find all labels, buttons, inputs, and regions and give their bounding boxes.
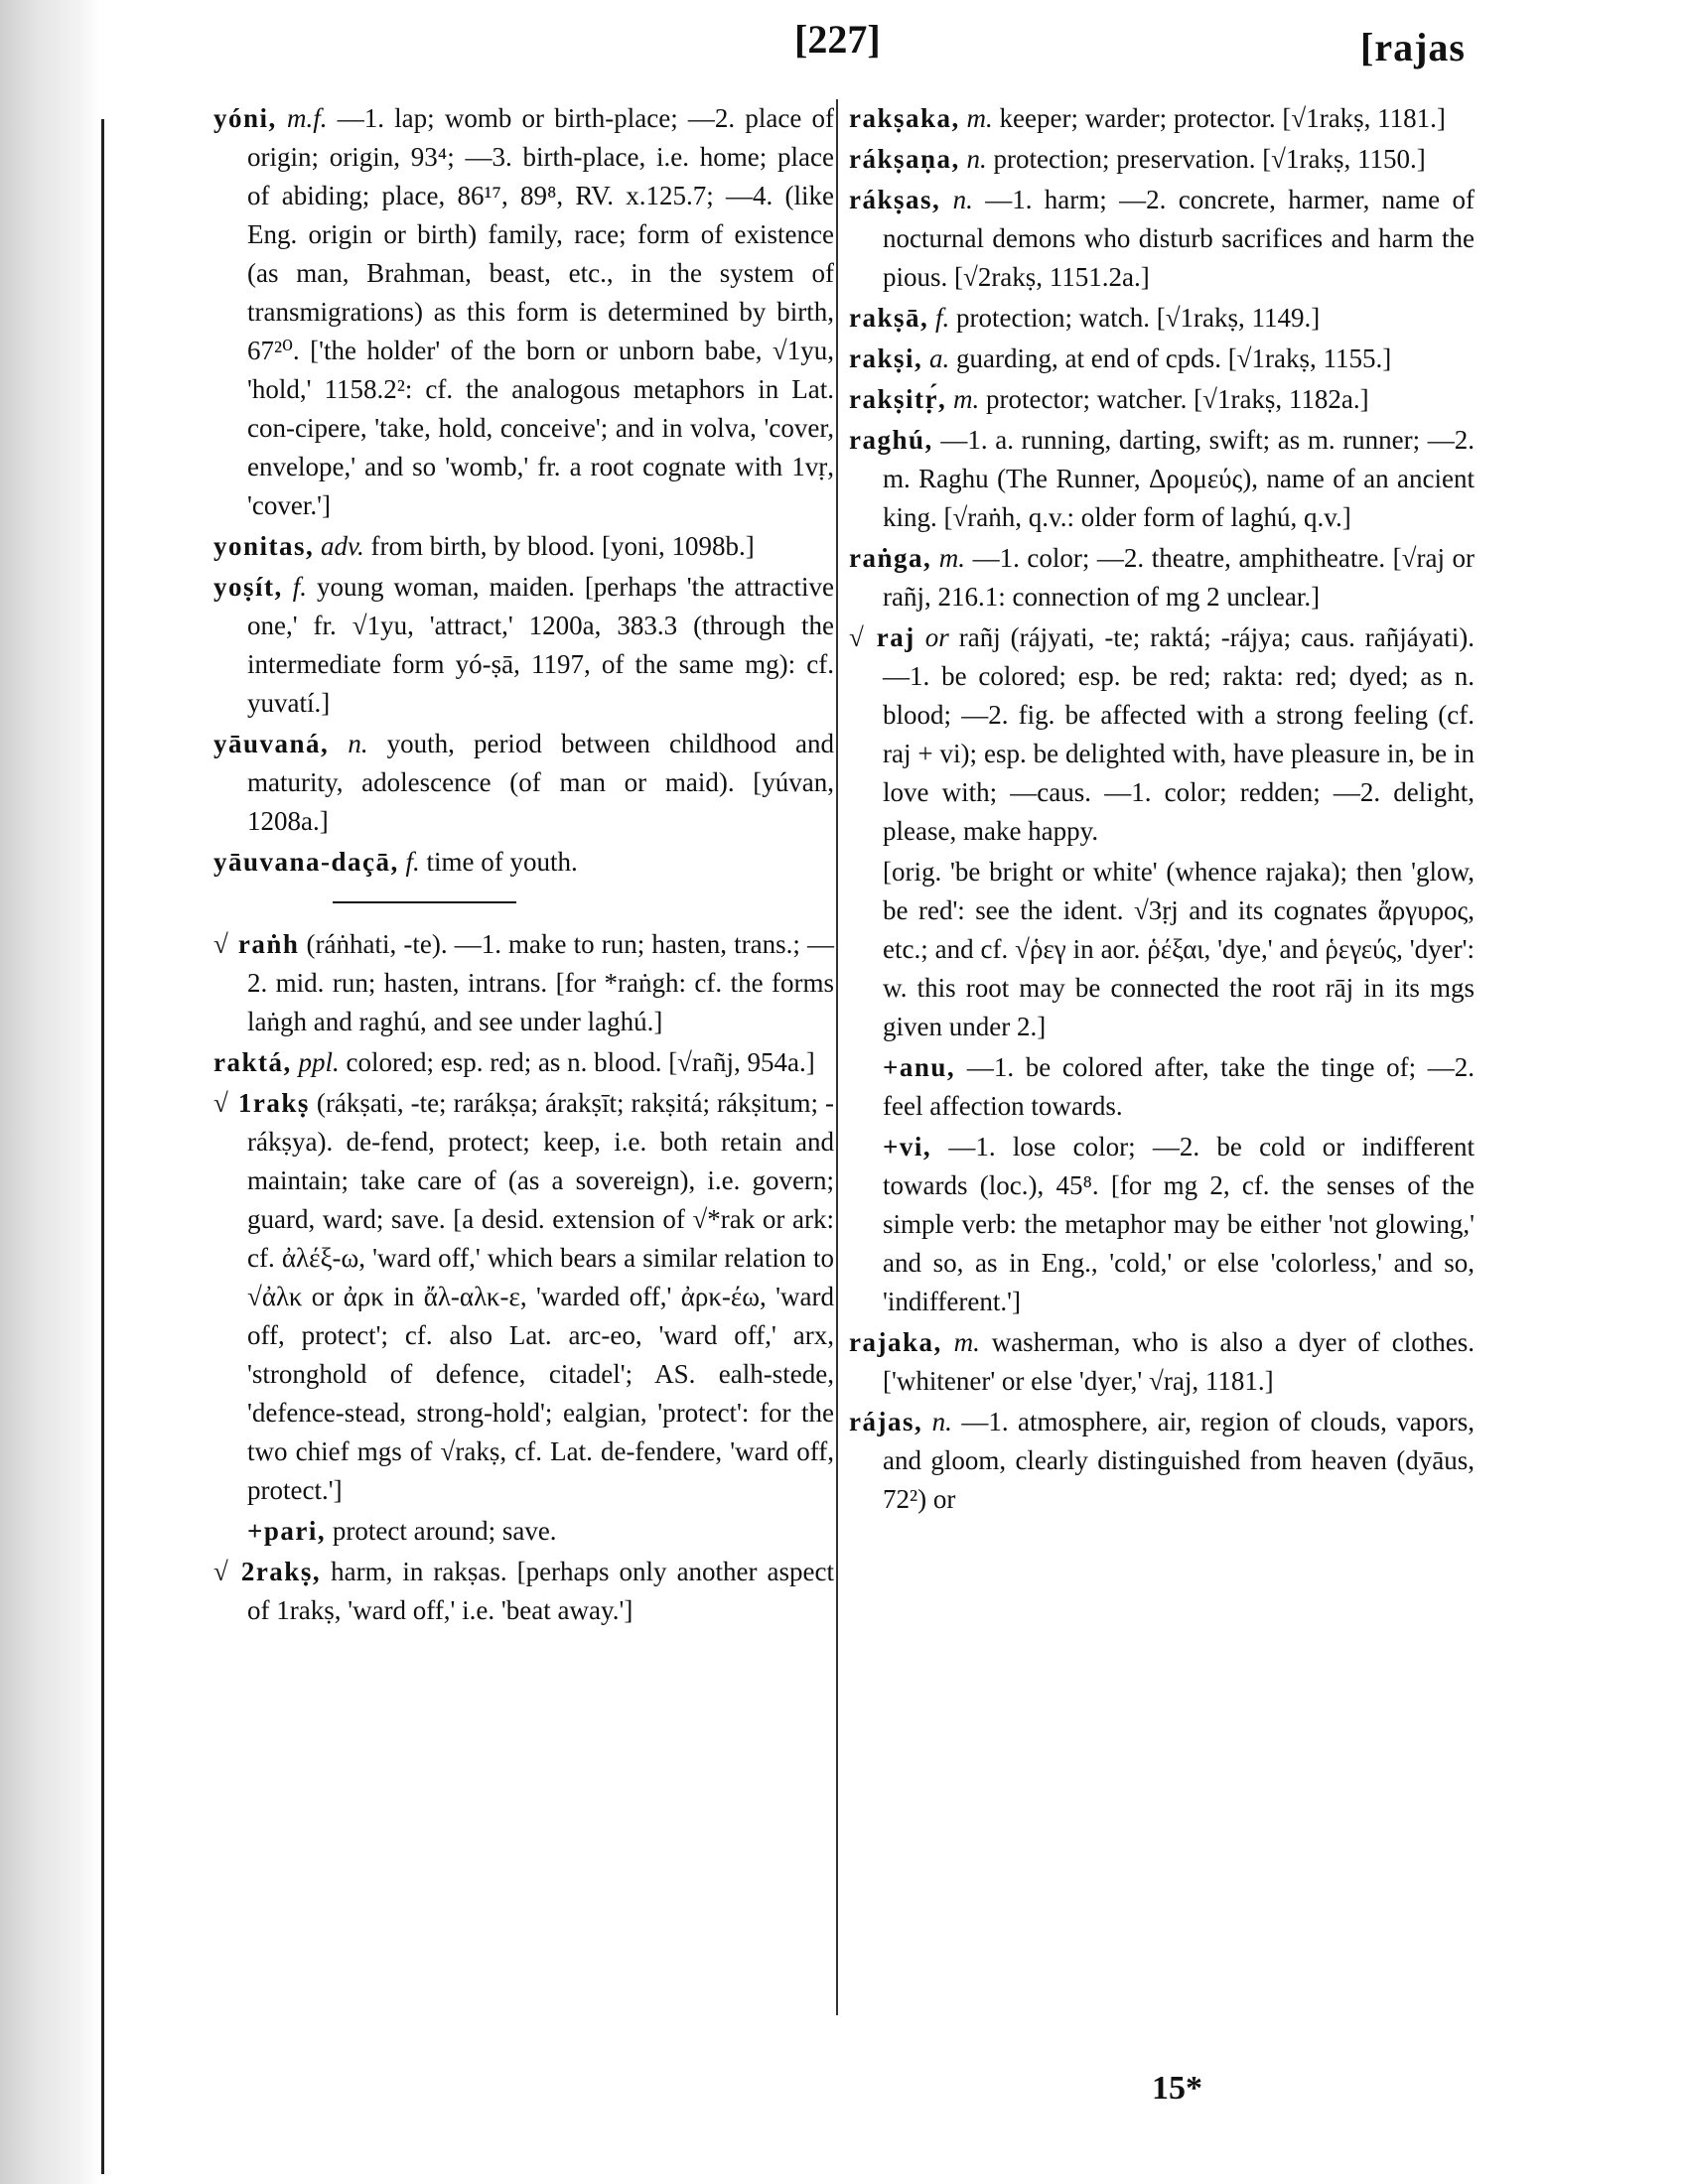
definition: time of youth. [419,847,578,877]
headword: rajaka, [849,1327,942,1357]
definition: —1. color; —2. theatre, amphitheatre. [√raj or rañj, 216.1: connection of mg 2 unclear.] [883,543,1475,612]
definition: from birth, by blood. [yoni, 1098b.] [363,531,755,561]
grammar: f. [928,303,950,333]
binding-edge [101,119,104,2174]
definition: (rákṣati, -te; rarákṣa; árakṣīt; rakṣitá; rákṣitum; -rákṣya). de-fend, protect; keep, i.e. both retain and maintain; take care of (as a sovereign), i.e. govern; guard, ward; save. [a desid. extension of √*rak or ark: cf. ἀλέξ-ω, 'ward off,' which bears a similar relation to √ἀλκ or ἀρκ in ἄλ-αλκ-ε, 'warded off,' ἀρκ-έω, 'ward off, protect'; cf. also Lat. arc-eo, 'ward off,' arx, 'stronghold of defence, citadel'; AS. ealh-stede, 'defence-stead, strong-hold'; ealgian, 'protect': for the two chief mgs of √rakṣ, cf. Lat. de-fendere, 'ward off, protect.'] [247,1088,834,1505]
grammar: a. [922,343,950,373]
grammar: f. [398,847,420,877]
grammar: m. [959,103,993,133]
subentry-vi [849,1128,1475,1321]
page-number: [227] [794,17,881,62]
definition: protection; watch. [√1rakṣ, 1149.] [949,303,1321,333]
definition: —1. a. running, darting, swift; as m. runner; —2. m. Raghu (The Runner, Δρομεύς), name of an ancient king. [√raṅh, q.v.: older form of laghú, q.v.] [883,425,1475,532]
column-rule [836,99,838,2015]
headword: rájas, [849,1407,923,1436]
entry-raksana [849,140,1475,179]
headword: raktá, [213,1047,292,1077]
headword: rakṣi, [849,343,923,373]
headword: rakṣaka, [849,103,960,133]
entry-raksa [849,299,1475,338]
entry-raksaka [849,99,1475,138]
grammar: m.f. [276,103,328,133]
section-divider [333,901,516,903]
headword: √ 1rakṣ [213,1088,310,1118]
headword: yonitas, [213,531,315,561]
right-column [849,99,1475,1521]
definition: —1. atmosphere, air, region of clouds, vapors, and gloom, clearly distinguished from heaven (dyāus, 72²) or [883,1407,1475,1514]
headword: yóni, [213,103,277,133]
definition: young woman, maiden. [perhaps 'the attractive one,' fr. √1yu, 'attract,' 1200a, 383.3 (through the intermediate form yó-ṣā, 1197, of the same mg): cf. yuvatí.] [247,572,834,718]
grammar: n. [329,729,368,758]
entry-raghu [849,421,1475,537]
definition: protection; preservation. [√1rakṣ, 1150.] [986,144,1426,174]
entry-raksi [849,340,1475,378]
grammar: m. [946,384,980,414]
headword: raghú, [849,425,933,455]
entry-2raks [213,1553,834,1630]
definition: (ráṅhati, -te). —1. make to run; hasten, trans.; —2. mid. run; hasten, intrans. [for *raṅgh: cf. the forms laṅgh and raghú, and see under laghú.] [247,929,834,1036]
headword: yoṣít, [213,572,283,602]
grammar: m. [941,1327,980,1357]
definition: colored; esp. red; as n. blood. [√rañj, 954a.] [339,1047,815,1077]
headword: yāuvaná, [213,729,330,758]
definition: guarding, at end of cpds. [√1rakṣ, 1155.] [949,343,1392,373]
entry-ranga [849,539,1475,616]
entry-rajas [849,1403,1475,1519]
headword: √ raṅh [213,929,300,959]
entry-yosit [213,568,834,723]
grammar: f. [282,572,307,602]
headword: raṅga, [849,543,932,573]
entry-yauvana [213,725,834,841]
entry-yoni [213,99,834,525]
entry-ranh [213,925,834,1041]
definition: keeper; warder; protector. [√1rakṣ, 1181.] [992,103,1446,133]
entry-yauvana-daca [213,843,834,882]
prefix: +anu, [883,1052,956,1082]
definition: —1. harm; —2. concrete, harmer, name of nocturnal demons who disturb sacrifices and harm the pious. [√2rakṣ, 1151.2a.] [883,185,1475,292]
book-gutter-shadow [0,0,99,2184]
subentry-pari [213,1512,834,1551]
grammar: ppl. [291,1047,340,1077]
grammar: n. [959,144,987,174]
definition: harm, in rakṣas. [perhaps only another aspect of 1rakṣ, 'ward off,' i.e. 'beat away.'] [247,1557,834,1625]
definition: washerman, who is also a dyer of clothes. ['whitener' or else 'dyer,' √raj, 1181.] [883,1327,1476,1396]
headword: rákṣaṇa, [849,144,960,174]
headword: rákṣas, [849,185,941,214]
entry-rajaka [849,1323,1475,1401]
headword: rakṣā, [849,303,929,333]
definition: —1. lose color; —2. be cold or indifferent towards (loc.), 45⁸. [for mg 2, cf. the senses of the simple verb: the metaphor may be either 'not glowing,' and so, as in Eng., 'cold,' or else 'colorless,' and so, 'indifferent.'] [883,1132,1475,1316]
entry-raj [849,618,1475,851]
entry-rakta [213,1043,834,1082]
grammar: adv. [314,531,364,561]
subentry-anu [849,1048,1475,1126]
running-head: [rajas [1360,25,1466,69]
headword: yāuvana-daçā, [213,847,399,877]
grammar: n. [922,1407,952,1436]
grammar: or [914,622,949,652]
headword: rakṣitṛ́, [849,384,947,414]
left-column [213,99,834,1632]
definition: protect around; save. [326,1516,557,1546]
entry-yonitas [213,527,834,566]
headword: √ 2rakṣ, [213,1557,322,1586]
etymology-note: [orig. 'be bright or white' (whence rajaka); then 'glow, be red': see the ident. √3ṛj and its cognates ἄργυρος, etc.; and cf. √ῥεγ in aor. ῥέξαι, 'dye,' and ῥεγεύς, 'dyer': w. this root may be connected the root rāj in its mgs given under 2.] [883,857,1475,1041]
definition: protector; watcher. [√1rakṣ, 1182a.] [979,384,1369,414]
definition: —1. be colored after, take the tinge of; —2. feel affection towards. [883,1052,1475,1121]
headword: √ raj [849,622,915,652]
prefix: +vi, [883,1132,932,1161]
grammar: m. [931,543,966,573]
definition: youth, period between childhood and maturity, adolescence (of man or maid). [yúvan, 1208a.] [247,729,835,836]
entry-raksas [849,181,1475,297]
definition: rañj (rájyati, -te; raktá; -rájya; caus. rañjáyati). —1. be colored; esp. be red; rakta: red; dyed; as n. blood; —2. fig. be affected with a strong feeling (cf. raj + vi); esp. be delighted with, have pleasure in, be in love with; —caus. —1. color; redden; —2. delight, please, make happy. [883,622,1475,846]
grammar: n. [940,185,973,214]
entry-1raks [213,1084,834,1510]
signature-mark: 15* [1152,2070,1202,2107]
definition: —1. lap; womb or birth-place; —2. place of origin; origin, 93⁴; —3. birth-place, i.e. home; place of abiding; place, 86¹⁷, 89⁸, RV. x.125.7; —4. (like Eng. origin or birth) family, race; form of existence (as man, Brahman, beast, etc., in the system of transmigrations) as this form is determined by birth, 67²⁰. ['the holder' of the born or unborn babe, √1yu, 'hold,' 1158.2²: cf. the analogous metaphors in Lat. con-cipere, 'take, hold, conceive'; and in volva, 'cover, envelope,' and so 'womb,' fr. a root cognate with 1vṛ, 'cover.'] [247,103,835,520]
entry-raksitr [849,380,1475,419]
prefix: +pari, [247,1516,327,1546]
